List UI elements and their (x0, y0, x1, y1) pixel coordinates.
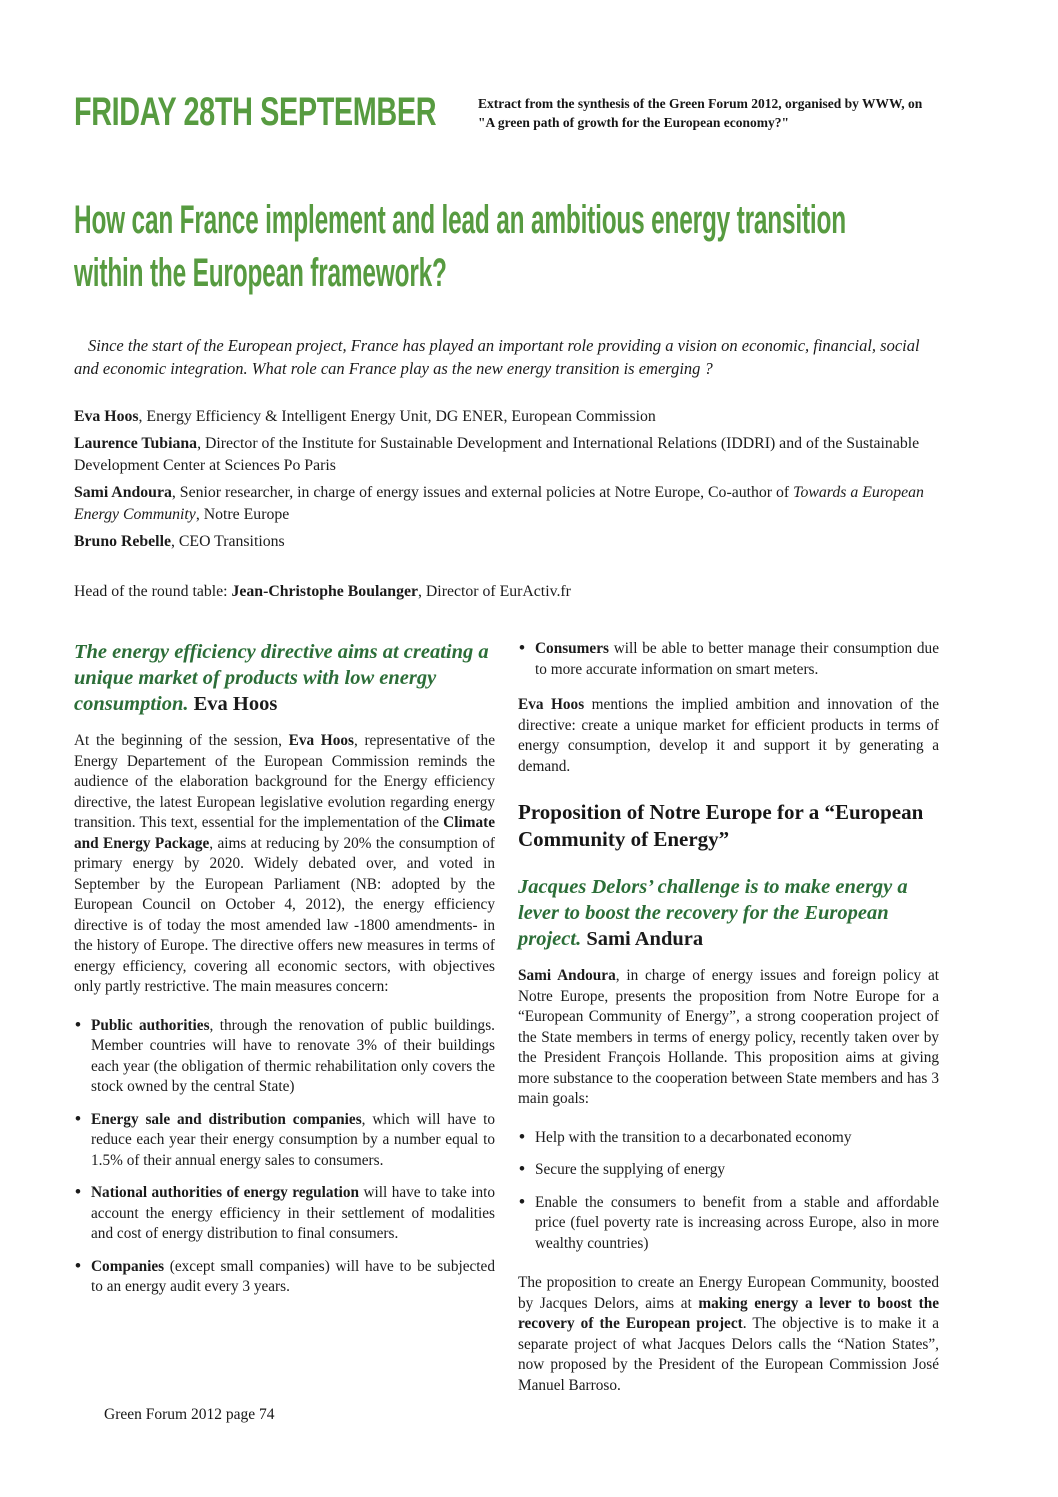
list-item (518, 639, 939, 680)
measures-list-continued (518, 639, 939, 680)
text-segment: At the beginning of the session, (74, 732, 289, 749)
speaker-role: , Notre Europe (195, 506, 290, 523)
bullet-lead: Consumers (535, 640, 609, 657)
two-column-body (74, 639, 940, 1396)
section-heading-proposition: Proposition of Notre Europe for a “European Community of Energy” (518, 800, 924, 851)
list-item (518, 1128, 939, 1149)
page-title (74, 194, 940, 300)
text-segment-bold: Eva Hoos (288, 732, 354, 749)
page-footer: Green Forum 2012 page 74 (104, 1406, 275, 1423)
bullet-text: (except small companies) will have to be subjected to an energy audit every 3 years. (91, 1257, 495, 1295)
text-segment-bold: making energy a lever to boost the recovery of the European project (518, 1294, 939, 1332)
publication-title: Towards a European Energy Community (74, 483, 924, 523)
heading-quote: The energy efficiency directive aims at creating a unique market of products with low energy consumption. (74, 641, 489, 715)
bullet-text: Enable the consumers to benefit from a stable and affordable price (fuel poverty rate is increasing across Europe, also in more wealthy countries) (535, 1193, 939, 1252)
moderator-name: Jean-Christophe Boulanger (231, 583, 418, 600)
extract-note: Extract from the synthesis of the Green Forum 2012, organised by WWW, on "A green path of growth for the European economy?" (478, 96, 923, 130)
list-item (74, 1257, 495, 1298)
text-segment: , representative of the Energy Departement of the European Commission reminds the audience of the elaboration background for the Energy efficiency directive, the latest European legislative evolution regarding energy transition. This text, essential for the implementation of the (74, 732, 495, 831)
moderator-role: , Director of EurActiv.fr (418, 583, 571, 600)
list-item (74, 1183, 495, 1245)
heading-quote: Jacques Delors’ challenge is to make energy a lever to boost the recovery for the European project. (518, 876, 908, 950)
page-title-line-2: within the European framework? (74, 251, 447, 295)
text-segment: . The objective is to make it a separate project of what Jacques Delors calls the “Nation States”, now proposed by the President of the European Commission José Manuel Barroso. (518, 1315, 939, 1394)
heading-speaker: Sami Andura (581, 928, 704, 950)
list-item (518, 1193, 939, 1255)
text-segment: , in charge of energy issues and foreign policy at Notre Europe, presents the proposition from Notre Europe for a “European Community of Energy”, a strong cooperation project of the State members in terms of energy policy, recently taken over by the President François Hollande. This proposition aims at giving more substance to the cooperation between State members and has 3 main goals: (518, 967, 939, 1107)
right-column (518, 639, 939, 1396)
text-segment-bold: Climate and Energy Package (74, 814, 495, 852)
left-column (74, 639, 495, 1396)
speaker-item (74, 433, 940, 478)
list-item (74, 1110, 495, 1172)
bullet-lead: Energy sale and distribution companies (91, 1110, 362, 1128)
page-title-line-1: How can France implement and lead an ambitious energy transition (74, 198, 846, 242)
list-item (518, 1160, 939, 1181)
heading-speaker: Eva Hoos (188, 693, 278, 715)
text-segment-bold: Eva Hoos (518, 696, 585, 713)
bullet-text: Help with the transition to a decarbonated economy (535, 1128, 852, 1146)
round-table-label: Head of the round table: (74, 583, 232, 600)
speaker-name: Eva Hoos (74, 408, 139, 425)
speaker-role: , CEO Transitions (170, 532, 285, 550)
speaker-list (74, 406, 940, 553)
bullet-lead: National authorities of energy regulation (91, 1184, 360, 1201)
bullet-text: Secure the supplying of energy (535, 1161, 726, 1178)
text-segment-bold: Sami Andoura (518, 967, 616, 984)
text-segment: mentions the implied ambition and innovation of the directive: create a unique market for efficient products in terms of energy consumption, develop it and support it by generating a demand. (518, 696, 939, 775)
text-segment: , aims at reducing by 20% the consumption of primary energy by 2020. Widely debated over, and voted in September by the European Parliament (NB: adopted by the European Council on October 4, 2012), the energy efficiency directive is of today the most amended law -1800 amendments- in the history of Europe. The directive offers new measures in terms of energy efficiency, covering all economic sectors, with objectives only partly restrictive. The main measures concern: (74, 834, 495, 995)
paragraph (74, 731, 495, 998)
speaker-name: Bruno Rebelle (74, 532, 171, 550)
bullet-text: will have to take into account the energy efficiency in their settlement of modalities and cost of energy distribution to final consumers. (91, 1184, 495, 1242)
bullet-lead: Companies (91, 1257, 165, 1275)
speaker-item (74, 482, 940, 527)
masthead (74, 90, 940, 154)
round-table-line (74, 581, 940, 603)
intro-paragraph: Since the start of the European project, France has played an important role providing a vision on economic, financial, social and economic integration. What role can France play as the new energy transition is emerging ? (74, 336, 920, 378)
goals-list (518, 1128, 939, 1255)
speaker-name: Sami Andoura (74, 483, 172, 501)
speaker-role: , Energy Efficiency & Intelligent Energy Unit, DG ENER, European Commission (138, 408, 656, 425)
measures-list (74, 1016, 495, 1298)
speaker-role: , Senior researcher, in charge of energy issues and external policies at Notre Europe, Co-author of (171, 483, 794, 501)
text-segment: The proposition to create an Energy European Community, boosted by Jacques Delors, aims at (518, 1274, 939, 1312)
speaker-name: Laurence Tubiana (74, 434, 198, 452)
list-item (74, 1016, 495, 1098)
bullet-text: , which will have to reduce each year their energy consumption by a number equal to 1.5% of their annual energy sales to consumers. (91, 1110, 495, 1169)
bullet-text: will be able to better manage their consumption due to more accurate information on smart meters. (535, 640, 939, 678)
date-header: FRIDAY 28TH SEPTEMBER (74, 90, 437, 134)
paragraph (518, 695, 939, 777)
bullet-text: , through the renovation of public buildings. Member countries will have to renovate 3% of their buildings each year (the obligation of thermic rehabilitation only covers the stock owned by the central State) (91, 1016, 495, 1095)
speaker-role: , Director of the Institute for Sustainable Development and International Relations (IDDRI) and of the Sustainable Development Center at Sciences Po Paris (74, 434, 920, 474)
speaker-item (74, 531, 940, 554)
bullet-lead: Public authorities (91, 1016, 210, 1034)
speaker-item (74, 406, 940, 429)
paragraph (518, 1273, 939, 1396)
paragraph (518, 966, 939, 1110)
section-heading-energy-directive (74, 639, 495, 717)
section-heading-delors (518, 874, 939, 952)
